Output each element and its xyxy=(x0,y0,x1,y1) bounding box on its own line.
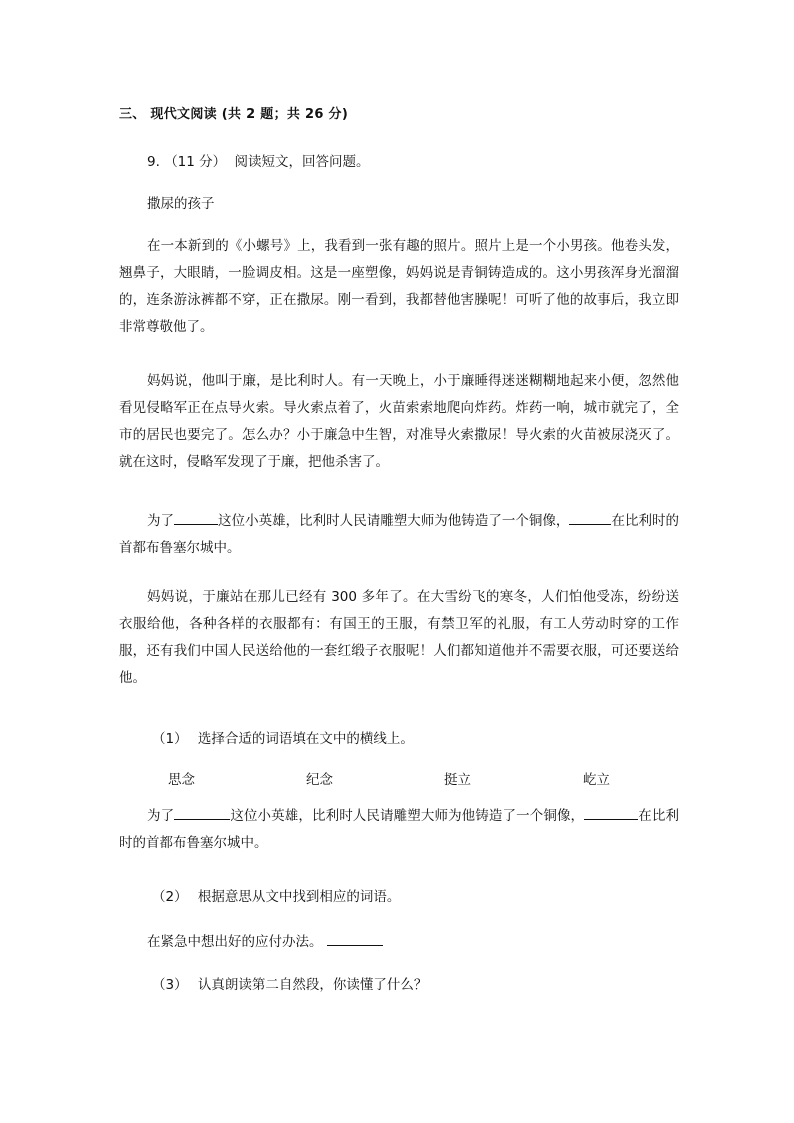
passage-paragraph-4: 妈妈说，于廉站在那儿已经有 300 多年了。在大雪纷飞的寒冬，人们怕他受冻，纷纷送衣服给他，各种各样的衣服都有：有国王的王服，有禁卫军的礼服，有工人劳动时穿的工作服，还有我们中国人民送给他的一套红缎子衣服呢！人们都知道他并不需要衣服，可还要送给他。 xyxy=(119,589,679,686)
para3-part-b: 这位小英雄，比利时人民请雕塑大师为他铸造了一个铜像， xyxy=(218,513,570,529)
question-score: （11 分） xyxy=(164,154,227,170)
fill-blank-1 xyxy=(174,805,230,820)
sub-question-1-text: 选择合适的词语填在文中的横线上。 xyxy=(197,731,414,747)
sub-question-2-prompt xyxy=(147,930,383,950)
passage-paragraph-3 xyxy=(119,508,679,562)
passage-paragraph-2: 妈妈说，他叫于廉，是比利时人。有一天晚上，小于廉睡得迷迷糊糊地起来小便，忽然他看见侵略军正在点导火索。导火索点着了，火苗索索地爬向炸药。炸药一响，城市就完了，全市的居民也要完了。怎么办？小于廉急中生智，对准导火索撒尿！导火索的火苗被尿浇灭了。就在这时，侵略军发现了于廉，把他杀害了。 xyxy=(119,373,679,470)
sub-question-1 xyxy=(152,727,414,747)
sub-question-2-text: 根据意思从文中找到相应的词语。 xyxy=(197,889,401,905)
fill-blank-2 xyxy=(584,805,638,820)
sub-question-2-blank xyxy=(327,931,383,946)
para3-part-c: 在比利时的首都布鲁塞尔城中。 xyxy=(119,513,680,556)
section-title: 三、 现代文阅读 (共 2 题；共 26 分) xyxy=(119,107,349,122)
sub-question-3 xyxy=(152,973,427,993)
question-header xyxy=(147,150,369,170)
fill-sentence xyxy=(119,803,679,857)
option-4: 屹立 xyxy=(583,772,610,788)
passage-paragraph-1: 在一本新到的《小螺号》上，我看到一张有趣的照片。照片上是一个小男孩。他卷头发，翘鼻子，大眼睛，一脸调皮相。这是一座塑像，妈妈说是青铜铸造成的。这小男孩浑身光溜溜的，连条游泳裤都不穿，正在撒尿。刚一看到，我都替他害臊呢！可听了他的故事后，我立即非常尊敬他了。 xyxy=(119,238,679,335)
option-3: 挺立 xyxy=(444,772,471,788)
passage-title: 撒尿的孩子 xyxy=(147,196,215,212)
para3-part-a: 为了 xyxy=(147,513,175,529)
fill-part-a: 为了 xyxy=(147,808,175,824)
option-2: 纪念 xyxy=(306,772,333,788)
question-number: 9. xyxy=(147,154,160,170)
para3-blank-1 xyxy=(174,510,218,525)
sub-question-3-text: 认真朗读第二自然段，你读懂了什么？ xyxy=(197,977,428,993)
question-instruction: 阅读短文，回答问题。 xyxy=(234,154,370,170)
sub-question-2-label: （2） xyxy=(152,889,188,905)
fill-part-c: 在比利时的首都布鲁塞尔城中。 xyxy=(119,808,679,851)
sub-question-3-label: （3） xyxy=(152,977,188,993)
option-1: 思念 xyxy=(168,772,195,788)
fill-part-b: 这位小英雄，比利时人民请雕塑大师为他铸造了一个铜像， xyxy=(230,808,585,824)
para3-blank-2 xyxy=(569,510,611,525)
sub-question-2 xyxy=(152,885,400,905)
sub-question-1-label: （1） xyxy=(152,731,188,747)
sub-question-2-prompt-text: 在紧急中想出好的应付办法。 xyxy=(147,934,323,950)
